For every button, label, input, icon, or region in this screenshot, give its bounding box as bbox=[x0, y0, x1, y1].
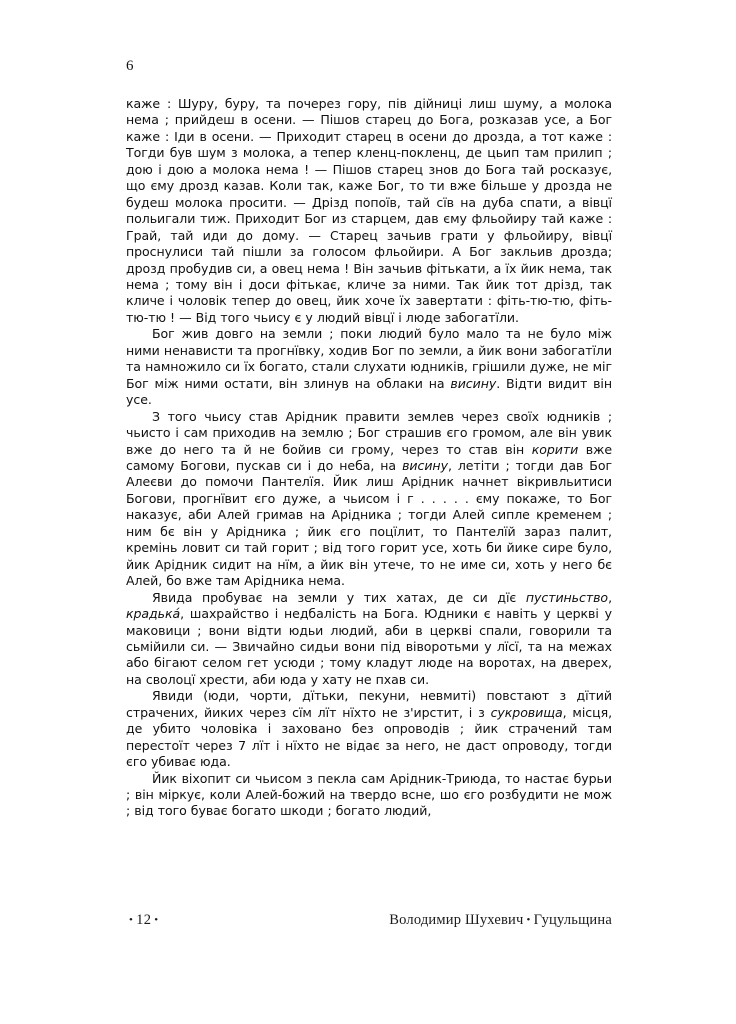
paragraph-6: Йик віхопит си чьисом з пекла сам Арідник-Триюда, то настає бурьи ; він міркує, коли Алей-божий на твердо всне, шо єго розбудити не мож ; від того буває богато шкоди ; богато людий, bbox=[126, 770, 612, 819]
paragraph-2: Бог жив довго на земли ; поки людий було мало та не було між ними ненависти та прогнївку, ходив Бог по земли, а йик вони забогатїли та намножило си їх богато, стали слухати юдників, грішили дуже, не міг Бог між ними остати, він злинув на облаки на висину. Відти видит він усе. bbox=[126, 326, 612, 408]
folio-right-bullet-icon: • bbox=[154, 913, 159, 926]
folio-number: 12 bbox=[136, 912, 152, 928]
folio bbox=[126, 912, 161, 929]
footer-attribution bbox=[389, 912, 612, 929]
paragraph-4: Явида пробуває на земли у тих хатах, де си дїє пустиньство, крадькá, шахрайство і недбалість на Бога. Юдники є навіть у церкві у маковици ; вони відти юдьи людий, аби в церкві спали, говорили та сьмійили си. — Звичайно сидьи вони під віворотьми у лїсї, та на межах або бігают селом гет усюди ; тому кладут люде на воротах, на дверех, на сволоцї хрести, аби юда у хату не пхав си. bbox=[126, 589, 612, 687]
page-footer bbox=[126, 912, 612, 934]
paragraph-5: Явиди (юди, чорти, дїтьки, пекуни, невмиті) повстают з дїтий страчених, йиких через сїм лїт нїхто не з'ирстит, і з сукровища, місця, де убито чоловіка і заховано без опроводів ; йик страчений там перестоїт через 7 лїт і нїхто не відає за него, не даст опроводу, тогди єго убиває юда. bbox=[126, 688, 612, 770]
body-text-column bbox=[126, 96, 612, 820]
paragraph-1: каже : Шуру, буру, та почерез гору, пів дійниці лиш шуму, а молока нема ; прийдеш в осени. — Пішов старец до Бога, розказав усе, а Бог каже : Іди в осени. — Приходит старец в осени до дрозда, а тот каже : Тогди був шум з молока, а тепер кленц-покленц, де цьип там прилип ; дою і дою а молока нема ! — Пішов старец знов до Бога тай росказує, що єму дрозд казав. Коли так, каже Бог, то ти вже більше у дрозда не будеш молока просити. — Дрізд попоїв, тай сїв на дуба спати, а вівцї польигали тиж. Приходит Бог из старцем, дав єму фльойиру тай каже : Грай, тай иди до дому. — Старец зачьив грати у фльойиру, вівцї проснулиси тай пішли за голосом фльойири. А Бог закльив дрозда; дрозд пробудив си, а овец нема ! Він зачьив фітькати, а їх йик нема, так нема ; тому він і доси фітькає, кличе за ними. Так йик тот дрізд, так кличе і чоловік тепер до овец, йик хоче їх завертати : фіть-тю-тю, фіть-тю-тю ! — Від того чьису є у людий вівцї і люде забогатїли. bbox=[126, 96, 612, 325]
footer-separator-bullet-icon: • bbox=[526, 913, 531, 926]
chapter-number: 6 bbox=[126, 58, 134, 74]
folio-left-bullet-icon: • bbox=[129, 913, 134, 926]
footer-work-title: Гуцульщина bbox=[533, 912, 612, 928]
footer-author: Володимир Шухевич bbox=[389, 912, 524, 928]
paragraph-3: З того чьису став Арідник правити землев через своїх юдників ; чьисто і сам приходив на землю ; Бог страшив єго громом, але він увик вже до него та й не бойив си грому, через то став він корити вже самому Богови, пускав си і до неба, на висину, летіти ; тогди дав Бог Алеєви до помочи Пантелїя. Йик лиш Арідник начнет вікривльитиси Богови, прогнївит єго дуже, а чьисом і г . . . . . єму покаже, то Бог наказує, аби Алей гримав на Арідника ; тогди Алей сипле кременем ; ним бє він у Арідника ; йик єго поцїлит, то Пантелїй зараз палит, кремінь ловит си тай горит ; від того горит усе, хоть би йике сире було, йик Арідник сидит на нїм, а йик він утече, то не име си, хоть у него бє Алей, бо вже там Арідника нема. bbox=[126, 408, 612, 589]
